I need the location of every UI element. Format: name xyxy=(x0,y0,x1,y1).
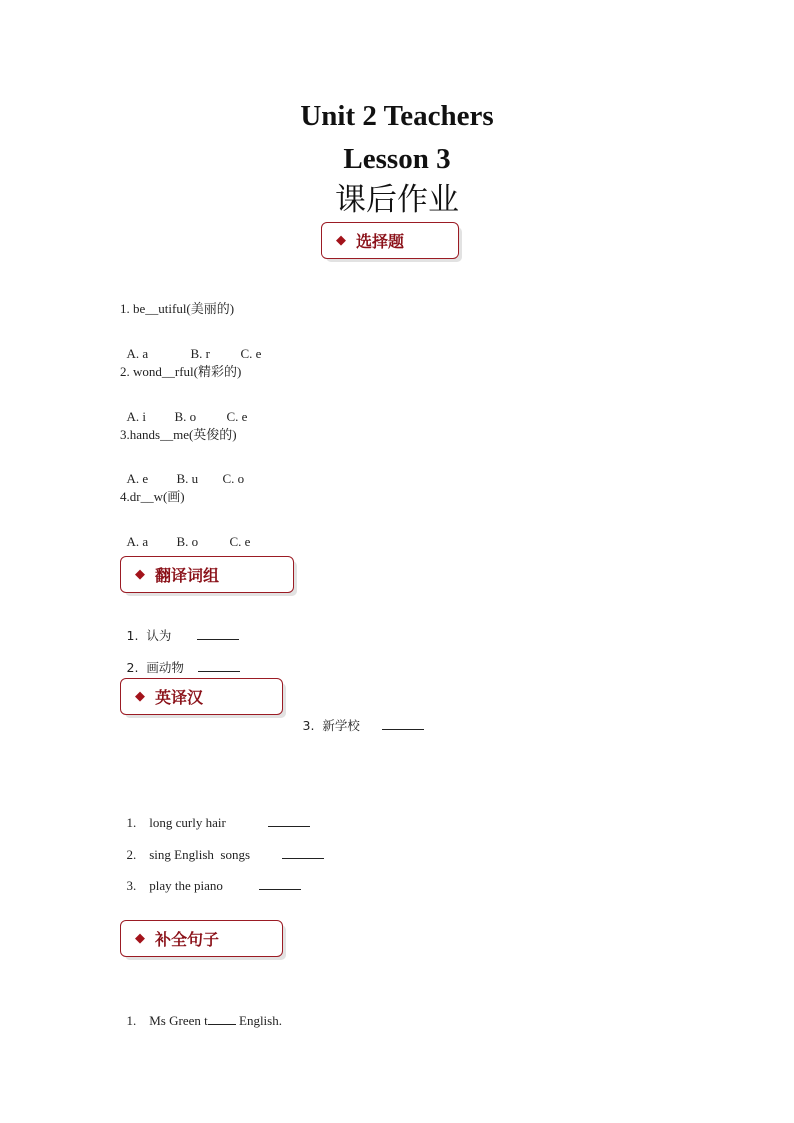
option: C. e xyxy=(229,534,251,549)
section-header-complete-sentences xyxy=(120,920,283,957)
option: B. r xyxy=(190,346,210,361)
option: C. e xyxy=(240,346,262,361)
section-label: 翻译词组 xyxy=(155,566,220,585)
section-label: 英译汉 xyxy=(155,688,204,707)
option: B. o xyxy=(176,534,199,549)
title-unit: Unit 2 Teachers xyxy=(300,100,494,132)
answer-blank[interactable] xyxy=(268,814,310,827)
question-stem: 1. be__utiful(美丽的) xyxy=(120,301,235,316)
en-item: 3. play the piano xyxy=(120,864,301,892)
question-options xyxy=(120,459,244,485)
option: A. a xyxy=(126,534,149,549)
diamond-icon: ◆ xyxy=(135,931,145,946)
title-homework: 课后作业 xyxy=(335,182,459,218)
answer-blank[interactable] xyxy=(382,717,424,730)
section-header-choice xyxy=(321,222,459,259)
question-options xyxy=(120,397,247,423)
answer-blank[interactable] xyxy=(282,846,324,859)
section-header-en-to-cn xyxy=(120,678,283,715)
question-stem: 3.hands__me(英俊的) xyxy=(120,427,237,442)
option: A. i xyxy=(126,409,146,424)
question-options xyxy=(120,522,250,548)
option: B. o xyxy=(174,409,197,424)
option: A. a xyxy=(126,346,149,361)
en-item: 2. sing English songs xyxy=(120,833,324,861)
option: C. o xyxy=(222,471,245,486)
section-label: 选择题 xyxy=(356,232,405,251)
answer-blank[interactable] xyxy=(208,1012,236,1025)
question-options xyxy=(120,334,261,360)
section-label: 补全句子 xyxy=(155,930,220,949)
section-header-translate-phrases xyxy=(120,556,294,593)
diamond-icon: ◆ xyxy=(135,689,145,704)
answer-blank[interactable] xyxy=(198,659,240,672)
answer-blank[interactable] xyxy=(197,627,239,640)
phrase-item: 1. 认为 xyxy=(120,614,239,643)
diamond-icon: ◆ xyxy=(336,233,346,248)
diamond-icon: ◆ xyxy=(135,567,145,582)
en-item: 1. long curly hair xyxy=(120,801,310,829)
question-stem: 4.dr__w(画) xyxy=(120,489,185,504)
question-stem: 2. wond__rful(精彩的) xyxy=(120,364,242,379)
answer-blank[interactable] xyxy=(259,877,301,890)
phrase-item: 3. 新学校 xyxy=(296,704,424,733)
title-lesson: Lesson 3 xyxy=(343,143,451,175)
phrase-item: 2. 画动物 xyxy=(120,646,240,675)
option: B. u xyxy=(176,471,199,486)
sentence-item: 1. Ms Green t English. xyxy=(126,1013,282,1028)
option: A. e xyxy=(126,471,149,486)
option: C. e xyxy=(226,409,248,424)
